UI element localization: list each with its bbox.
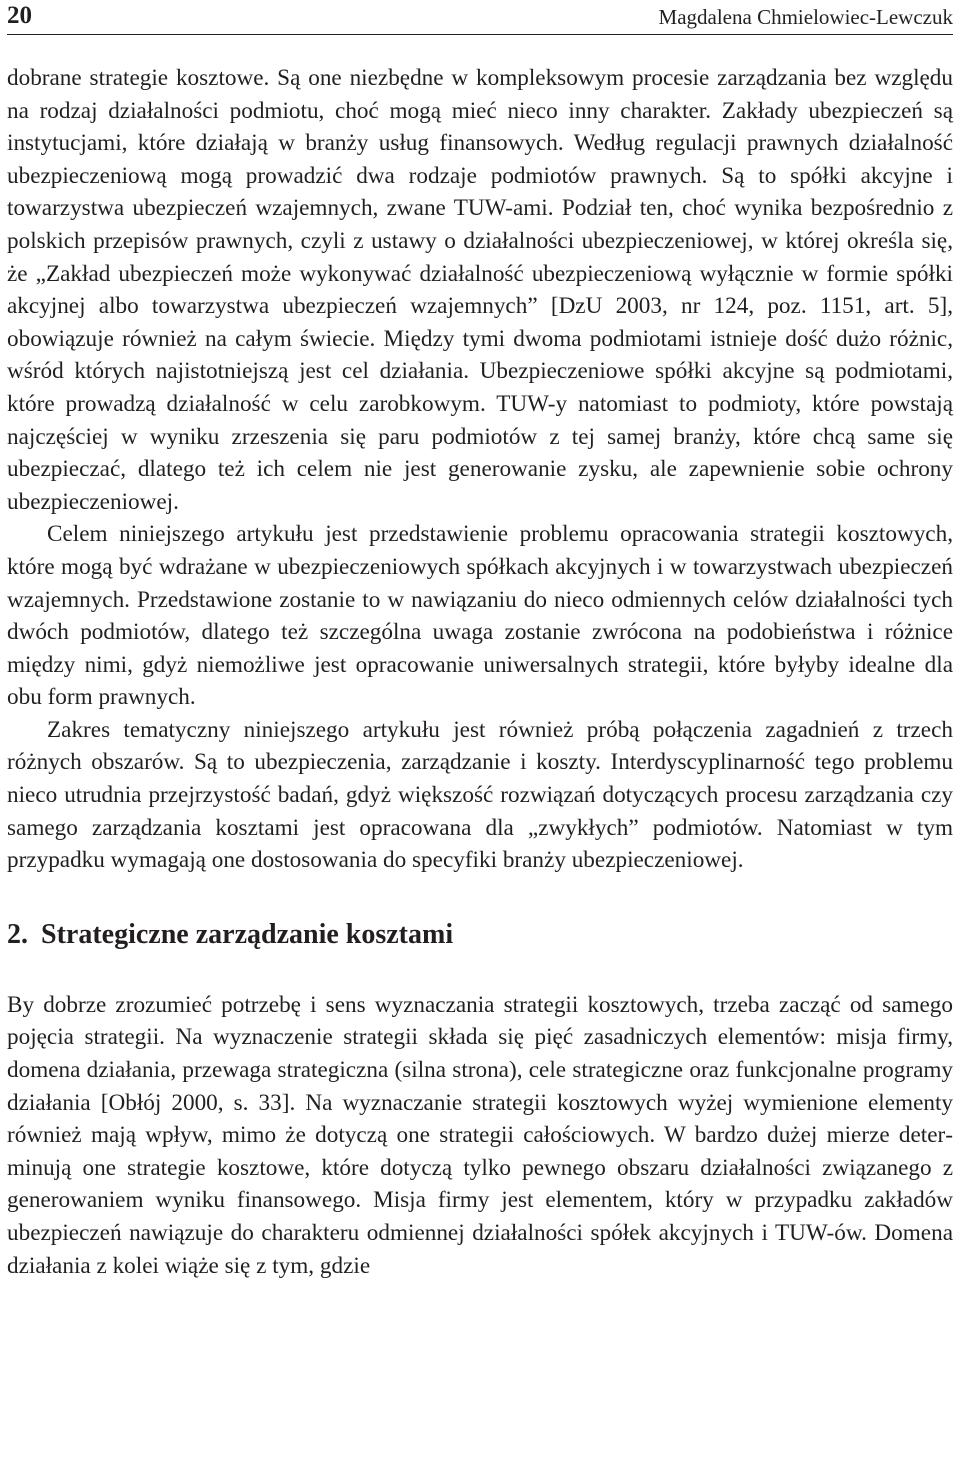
paragraph: Zakres tematyczny niniejszego artykułu jest również próbą połączenia zagadnień z trzech różnych obszarów. Są to ubezpieczenia, zarządzanie i koszty. Interdyscyplinarność tego problemu nieco utrudnia przejrzystość badań, gdyż większość rozwiązań dotyczących procesu zarządzania czy samego zarządzania kosztami jest opracowana dla „zwykłych” podmiotów. Natomiast w tym przypadku wymagają one dostosowania do specyfiki branży ubezpieczeniowej. [7, 716, 953, 874]
page-header [7, 0, 953, 35]
paragraph: By dobrze zrozumieć potrzebę i sens wyznaczania strategii kosztowych, trzeba zacząć od samego pojęcia strategii. Na wyznaczenie strategii składa się pięć zasadniczych elementów: misja firmy, domena działania, przewaga strategiczna (silna strona), cele strategiczne oraz funkcjonalne programy działania [Obłój 2000, s. 33]. Na wyznaczanie strategii kosztowych wyżej wymienione elementy również mają wpływ, mimo że dotyczą one strategii całościowych. W bardzo dużej mierze determinują one strategie kosztowe, które dotyczą tylko pewnego obszaru działalności związanego z generowaniem wyniku finansowego. Misja firmy jest elementem, który w przypadku zakładów ubezpieczeń nawiązuje do charakteru odmiennej działalności spółek akcyjnych i TUW-ów. Domena działania z kolei wiąże się z tym, gdzie [7, 991, 953, 1279]
section-title: Strategiczne zarządzanie kosztami [41, 918, 454, 950]
running-head-author: Magdalena Chmielowiec-Lewczuk [658, 5, 953, 29]
page-number: 20 [7, 2, 32, 29]
section-number: 2. [7, 918, 28, 950]
section-heading [7, 917, 953, 953]
paragraph: Celem niniejszego artykułu jest przedstawienie problemu opracowania strategii kosztowych, które mogą być wdrażane w ubezpieczeniowych spółkach akcyjnych i w towarzystwach ubezpieczeń wzajemnych. Przedstawione zostanie to w nawiązaniu do nieco odmiennych celów działalności tych dwóch podmiotów, dlatego też szczególna uwaga zostanie zwrócona na podobieństwa i różnice między nimi, gdyż niemożliwe jest opracowanie uniwersalnych strategii, które byłyby idealne dla obu form prawnych. [7, 521, 953, 711]
body-text [7, 62, 953, 1282]
paragraph: dobrane strategie kosztowe. Są one niezbędne w kompleksowym procesie zarządzania bez względu na rodzaj działalności podmiotu, choć mogą mieć nieco inny charakter. Zakłady ubezpieczeń są instytucjami, które działają w branży usług finansowych. Według regulacji prawnych działalność ubezpieczeniową mogą prowadzić dwa rodzaje podmiotów prawnych. Są to spółki akcyjne i towarzystwa ubezpieczeń wzajemnych, zwane TUW-ami. Podział ten, choć wynika bezpośrednio z polskich przepisów prawnych, czyli z ustawy o działalności ubezpieczeniowej, w której określa się, że „Zakład ubezpieczeń może wykonywać działalność ubezpieczeniową wyłącznie w formie spółki akcyjnej albo towarzystwa ubezpieczeń wzajemnych” [DzU 2003, nr 124, poz. 1151, art. 5], obowiązuje również na całym świecie. Między tymi dwoma podmiotami istnieje dość dużo różnic, wśród których najistotniejszą jest cel działania. Ubezpieczeniowe spółki akcyjne są podmiotami, które prowadzą działalność w celu zarobkowym. TUW-y natomiast to podmioty, które powstają najczęściej w wyniku zrzeszenia się paru podmiotów z tej samej branży, które chcą same się ubezpieczać, dlatego też ich celem nie jest generowanie zysku, ale zapewnienie sobie ochrony ubezpieczeniowej. [7, 65, 953, 515]
